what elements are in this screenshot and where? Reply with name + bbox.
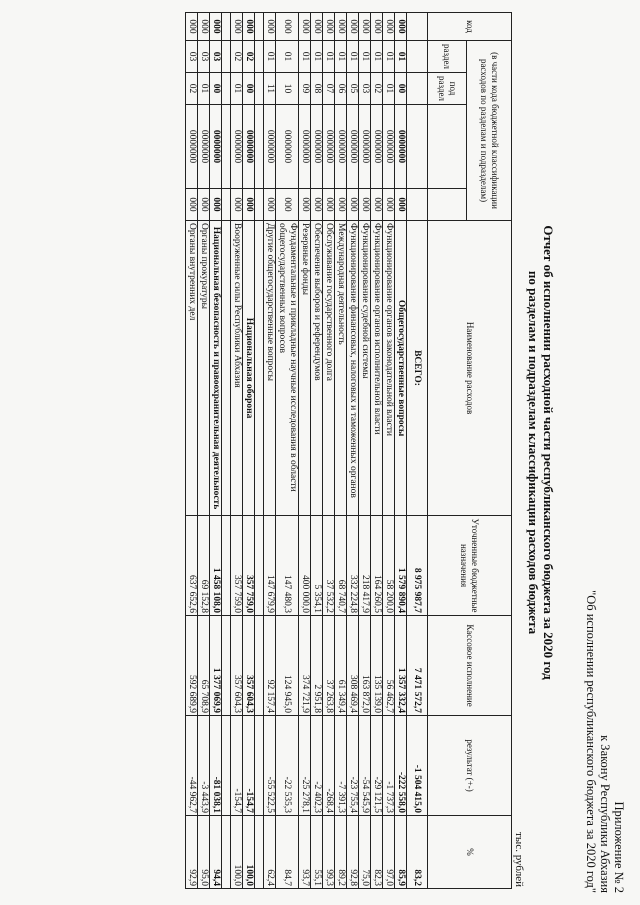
spacer-cell bbox=[222, 816, 231, 889]
cell-section: 02 bbox=[243, 41, 255, 73]
cell-name: Органы внутренних дел bbox=[186, 221, 198, 516]
cell-code: 000 bbox=[243, 13, 255, 41]
cell-code: 000 bbox=[359, 13, 371, 41]
cell-section: 03 bbox=[210, 41, 222, 73]
cell-subsection: 03 bbox=[359, 73, 371, 105]
cell-planned: 637 652,6 bbox=[186, 516, 198, 616]
spacer-cell bbox=[255, 221, 264, 516]
cell-code: 000 bbox=[276, 13, 299, 41]
cell-name: Вооруженные силы Республики Абхазия bbox=[231, 221, 243, 516]
header-expense-type bbox=[428, 189, 467, 221]
cell-percent: 93,7 bbox=[299, 816, 311, 889]
cell-executed: 357 604,3 bbox=[231, 616, 243, 716]
cell-code: 000 bbox=[383, 13, 395, 41]
cell-expense-type: 000 bbox=[383, 189, 395, 221]
cell-percent: 83,2 bbox=[407, 816, 428, 889]
cell-name: Обеспечение выборов и референдумов bbox=[311, 221, 323, 516]
spacer-cell bbox=[222, 189, 231, 221]
cell-executed: 37 263,8 bbox=[323, 616, 335, 716]
cell-name: Международная деятельность bbox=[335, 221, 347, 516]
cell-target: 0000000 bbox=[323, 105, 335, 189]
cell-subsection: 06 bbox=[335, 73, 347, 105]
cell-name: Национальная оборона bbox=[243, 221, 255, 516]
cell-code: 000 bbox=[335, 13, 347, 41]
cell-planned: 69 152,8 bbox=[198, 516, 210, 616]
cell-section: 01 bbox=[347, 41, 359, 73]
cell-code: 000 bbox=[210, 13, 222, 41]
cell-executed: 592 689,9 bbox=[186, 616, 198, 716]
cell-result: -154,7 bbox=[243, 716, 255, 816]
units-label: тыс. рублей bbox=[513, 832, 525, 887]
cell-name: Общегосударственные вопросы bbox=[395, 221, 407, 516]
cell-percent: 85,9 bbox=[395, 816, 407, 889]
table-row bbox=[264, 13, 276, 889]
cell-percent: 82,3 bbox=[371, 816, 383, 889]
cell-result: -25 278,1 bbox=[299, 716, 311, 816]
cell-planned: 164 260,5 bbox=[371, 516, 383, 616]
cell-result: -222 558,0 bbox=[395, 716, 407, 816]
table-row bbox=[243, 13, 255, 889]
cell-code: 000 bbox=[231, 13, 243, 41]
cell-executed: 374 721,9 bbox=[299, 616, 311, 716]
spacer-cell bbox=[222, 716, 231, 816]
cell-target: 0000000 bbox=[231, 105, 243, 189]
cell-percent: 97,0 bbox=[383, 816, 395, 889]
cell-result: -22 535,3 bbox=[276, 716, 299, 816]
cell-percent: 94,4 bbox=[210, 816, 222, 889]
cell-expense-type: 000 bbox=[210, 189, 222, 221]
cell-expense-type: 000 bbox=[359, 189, 371, 221]
appendix-note bbox=[584, 590, 626, 893]
cell-result: -29 121,5 bbox=[371, 716, 383, 816]
table-row bbox=[347, 13, 359, 889]
cell-target bbox=[407, 105, 428, 189]
table-body bbox=[186, 13, 428, 889]
cell-code: 000 bbox=[371, 13, 383, 41]
table-row bbox=[359, 13, 371, 889]
cell-subsection bbox=[407, 73, 428, 105]
cell-planned: 58 200,0 bbox=[383, 516, 395, 616]
cell-executed: 92 157,4 bbox=[264, 616, 276, 716]
report-title bbox=[526, 0, 556, 905]
cell-code: 000 bbox=[299, 13, 311, 41]
table-row bbox=[383, 13, 395, 889]
table-row bbox=[276, 13, 299, 889]
cell-name: Национальная безопасность и правоохранительная деятельность bbox=[210, 221, 222, 516]
cell-section: 02 bbox=[231, 41, 243, 73]
cell-executed: 56 462,7 bbox=[383, 616, 395, 716]
cell-expense-type: 000 bbox=[347, 189, 359, 221]
cell-subsection: 11 bbox=[264, 73, 276, 105]
cell-subsection: 02 bbox=[371, 73, 383, 105]
cell-percent: 99,3 bbox=[323, 816, 335, 889]
cell-percent: 89,2 bbox=[335, 816, 347, 889]
cell-section: 03 bbox=[186, 41, 198, 73]
cell-result: -1 737,3 bbox=[383, 716, 395, 816]
table-row bbox=[186, 13, 198, 889]
cell-target: 0000000 bbox=[198, 105, 210, 189]
expenditure-table bbox=[185, 12, 512, 889]
spacer-cell bbox=[255, 516, 264, 616]
cell-subsection: 00 bbox=[243, 73, 255, 105]
cell-result: -154,7 bbox=[231, 716, 243, 816]
cell-name: Другие общегосударственные вопросы bbox=[264, 221, 276, 516]
total-row bbox=[407, 13, 428, 889]
cell-expense-type: 000 bbox=[299, 189, 311, 221]
spacer-cell bbox=[222, 105, 231, 189]
cell-target: 0000000 bbox=[311, 105, 323, 189]
cell-executed: 2 951,8 bbox=[311, 616, 323, 716]
cell-executed: 308 469,4 bbox=[347, 616, 359, 716]
cell-percent: 100,0 bbox=[231, 816, 243, 889]
table-row bbox=[395, 13, 407, 889]
cell-planned: 357 759,0 bbox=[243, 516, 255, 616]
cell-section: 01 bbox=[395, 41, 407, 73]
cell-code: 000 bbox=[198, 13, 210, 41]
spacer-cell bbox=[222, 616, 231, 716]
header-target bbox=[428, 105, 467, 189]
cell-subsection: 09 bbox=[299, 73, 311, 105]
table-row bbox=[323, 13, 335, 889]
cell-name: ВСЕГО: bbox=[407, 221, 428, 516]
cell-code: 000 bbox=[395, 13, 407, 41]
cell-target: 0000000 bbox=[335, 105, 347, 189]
spacer-cell bbox=[255, 616, 264, 716]
cell-expense-type: 000 bbox=[276, 189, 299, 221]
cell-section: 01 bbox=[264, 41, 276, 73]
cell-section: 03 bbox=[198, 41, 210, 73]
cell-subsection: 05 bbox=[347, 73, 359, 105]
spacer-cell bbox=[222, 41, 231, 73]
cell-planned: 400 000,0 bbox=[299, 516, 311, 616]
cell-section: 01 bbox=[383, 41, 395, 73]
cell-section: 01 bbox=[335, 41, 347, 73]
cell-percent: 84,7 bbox=[276, 816, 299, 889]
cell-expense-type: 000 bbox=[371, 189, 383, 221]
cell-code: 000 bbox=[186, 13, 198, 41]
cell-subsection: 08 bbox=[311, 73, 323, 105]
cell-code: 000 bbox=[311, 13, 323, 41]
cell-subsection: 01 bbox=[383, 73, 395, 105]
cell-result: -81 038,1 bbox=[210, 716, 222, 816]
cell-target: 0000000 bbox=[299, 105, 311, 189]
cell-result: -268,4 bbox=[323, 716, 335, 816]
header-classification: (в части кода бюджетной классификации расходов по разделам и подразделам) bbox=[467, 41, 512, 221]
spacer-cell bbox=[222, 13, 231, 41]
cell-expense-type bbox=[407, 189, 428, 221]
cell-result: -3 443,9 bbox=[198, 716, 210, 816]
cell-section: 01 bbox=[276, 41, 299, 73]
cell-name: Резервные фонды bbox=[299, 221, 311, 516]
cell-subsection: 01 bbox=[231, 73, 243, 105]
cell-target: 0000000 bbox=[186, 105, 198, 189]
table-row bbox=[371, 13, 383, 889]
cell-section bbox=[407, 41, 428, 73]
cell-code: 000 bbox=[323, 13, 335, 41]
spacer-cell bbox=[255, 816, 264, 889]
appendix-line-3: "Об исполнении республиканского бюджета за 2020 год" bbox=[584, 590, 598, 893]
cell-expense-type: 000 bbox=[198, 189, 210, 221]
cell-section: 01 bbox=[371, 41, 383, 73]
cell-name: Функционирование судебной системы bbox=[359, 221, 371, 516]
table-row bbox=[210, 13, 222, 889]
header-code: код bbox=[428, 13, 512, 41]
spacer-cell bbox=[222, 73, 231, 105]
header-percent: % bbox=[428, 816, 512, 889]
cell-expense-type: 000 bbox=[231, 189, 243, 221]
header-executed: Кассовое исполнение bbox=[428, 616, 512, 716]
cell-planned: 1 579 890,4 bbox=[395, 516, 407, 616]
cell-executed: 61 349,4 bbox=[335, 616, 347, 716]
cell-subsection: 02 bbox=[186, 73, 198, 105]
table-row bbox=[299, 13, 311, 889]
cell-expense-type: 000 bbox=[335, 189, 347, 221]
cell-planned: 218 417,9 bbox=[359, 516, 371, 616]
cell-name: Фундаментальные и прикладные научные исследования в области общегосударственных вопросов bbox=[276, 221, 299, 516]
cell-planned: 147 480,3 bbox=[276, 516, 299, 616]
cell-planned: 1 458 108,0 bbox=[210, 516, 222, 616]
cell-expense-type: 000 bbox=[243, 189, 255, 221]
cell-code bbox=[407, 13, 428, 41]
spacer-cell bbox=[222, 221, 231, 516]
cell-executed: 357 604,3 bbox=[243, 616, 255, 716]
cell-percent: 75,0 bbox=[359, 816, 371, 889]
cell-section: 01 bbox=[359, 41, 371, 73]
spacer-cell bbox=[222, 516, 231, 616]
cell-target: 0000000 bbox=[210, 105, 222, 189]
cell-subsection: 10 bbox=[276, 73, 299, 105]
cell-section: 01 bbox=[311, 41, 323, 73]
spacer-cell bbox=[255, 105, 264, 189]
cell-planned: 147 679,9 bbox=[264, 516, 276, 616]
cell-percent: 55,1 bbox=[311, 816, 323, 889]
cell-result: -54 545,9 bbox=[359, 716, 371, 816]
cell-executed: 124 945,0 bbox=[276, 616, 299, 716]
cell-name: Обслуживание государственного долга bbox=[323, 221, 335, 516]
spacer-cell bbox=[255, 73, 264, 105]
spacer-cell bbox=[255, 41, 264, 73]
cell-result: -55 522,5 bbox=[264, 716, 276, 816]
cell-planned: 37 532,2 bbox=[323, 516, 335, 616]
table-row bbox=[335, 13, 347, 889]
cell-executed: 1 357 332,4 bbox=[395, 616, 407, 716]
cell-section: 01 bbox=[299, 41, 311, 73]
cell-target: 0000000 bbox=[359, 105, 371, 189]
spacer-cell bbox=[255, 716, 264, 816]
cell-target: 0000000 bbox=[383, 105, 395, 189]
spacer-cell bbox=[255, 189, 264, 221]
cell-percent: 95,0 bbox=[198, 816, 210, 889]
cell-percent: 92,8 bbox=[347, 816, 359, 889]
cell-result: -44 962,7 bbox=[186, 716, 198, 816]
cell-result: -2 402,3 bbox=[311, 716, 323, 816]
appendix-line-1: Приложение № 2 bbox=[612, 801, 626, 893]
cell-expense-type: 000 bbox=[395, 189, 407, 221]
cell-code: 000 bbox=[347, 13, 359, 41]
cell-subsection: 01 bbox=[198, 73, 210, 105]
table-row bbox=[231, 13, 243, 889]
cell-name: Функционирование органов исполнительной власти bbox=[371, 221, 383, 516]
cell-target: 0000000 bbox=[395, 105, 407, 189]
cell-target: 0000000 bbox=[371, 105, 383, 189]
cell-name: Функционирование финансовых, налоговых и таможенных органов bbox=[347, 221, 359, 516]
cell-section: 01 bbox=[323, 41, 335, 73]
cell-name: Функционирование органов законодательной власти bbox=[383, 221, 395, 516]
spacer-cell bbox=[255, 13, 264, 41]
header-result: результат (+-) bbox=[428, 716, 512, 816]
cell-result: -7 391,3 bbox=[335, 716, 347, 816]
cell-executed: 7 471 572,7 bbox=[407, 616, 428, 716]
cell-expense-type: 000 bbox=[186, 189, 198, 221]
cell-target: 0000000 bbox=[264, 105, 276, 189]
cell-subsection: 00 bbox=[395, 73, 407, 105]
cell-executed: 1 377 069,9 bbox=[210, 616, 222, 716]
appendix-line-2: к Закону Республики Абхазия bbox=[598, 735, 612, 893]
cell-target: 0000000 bbox=[347, 105, 359, 189]
cell-subsection: 07 bbox=[323, 73, 335, 105]
cell-target: 0000000 bbox=[276, 105, 299, 189]
cell-executed: 65 708,9 bbox=[198, 616, 210, 716]
header-section: раздел bbox=[428, 41, 467, 73]
cell-executed: 163 872,0 bbox=[359, 616, 371, 716]
cell-percent: 62,4 bbox=[264, 816, 276, 889]
cell-planned: 357 759,0 bbox=[231, 516, 243, 616]
cell-expense-type: 000 bbox=[264, 189, 276, 221]
report-title-line-1: Отчет об исполнении расходной части республиканского бюджета за 2020 год bbox=[541, 225, 556, 680]
table-row bbox=[198, 13, 210, 889]
header-planned: Уточненные бюджетные назначения bbox=[428, 516, 512, 616]
cell-name: Органы прокуратуры bbox=[198, 221, 210, 516]
table-row bbox=[311, 13, 323, 889]
header-subsection: под раздел bbox=[428, 73, 467, 105]
cell-subsection: 00 bbox=[210, 73, 222, 105]
cell-expense-type: 000 bbox=[323, 189, 335, 221]
spacer-row bbox=[255, 13, 264, 889]
header-name: Наименование расходов bbox=[428, 221, 512, 516]
cell-planned: 5 354,1 bbox=[311, 516, 323, 616]
cell-percent: 92,9 bbox=[186, 816, 198, 889]
cell-result: -23 755,4 bbox=[347, 716, 359, 816]
table-header-row bbox=[467, 13, 512, 889]
cell-planned: 68 740,7 bbox=[335, 516, 347, 616]
cell-target: 0000000 bbox=[243, 105, 255, 189]
cell-expense-type: 000 bbox=[311, 189, 323, 221]
cell-executed: 135 139,0 bbox=[371, 616, 383, 716]
cell-result: -1 504 415,0 bbox=[407, 716, 428, 816]
spacer-row bbox=[222, 13, 231, 889]
cell-planned: 332 224,8 bbox=[347, 516, 359, 616]
cell-percent: 100,0 bbox=[243, 816, 255, 889]
cell-code: 000 bbox=[264, 13, 276, 41]
cell-planned: 8 975 987,7 bbox=[407, 516, 428, 616]
report-title-line-2: по разделам и подразделам классификации расходов бюджета bbox=[526, 270, 541, 635]
